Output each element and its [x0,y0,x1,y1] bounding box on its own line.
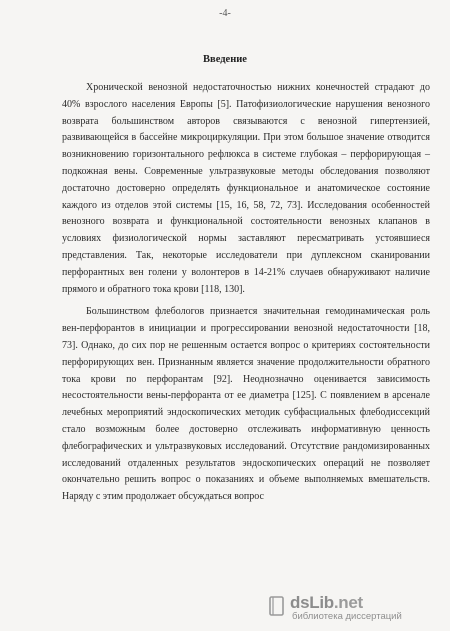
watermark-logo-main: dsLib [290,593,334,612]
section-heading: Введение [203,54,247,65]
watermark-logo [290,593,363,613]
watermark [290,593,440,623]
paragraph-1: Хронической венозной недостаточностью нижних конечностей страдают до 40% взрослого населения Европы [5]. Патофизиологические нарушения венозного возврата большинством авторов связываются с венозной гипертензией, развивающейся в бассейне микроциркуляции. При этом большое значение отводится возникновению горизонтального рефлюкса в системе глубокая – перфорирующая – подкожная вены. Современные ультразвуковые методы обследования позволяют достаточно достоверно определять функциональное и анатомическое состояние каждого из отделов этой системы [15, 16, 58, 72, 73]. Исследования особенностей венозного возврата и функциональной состоятельности венозных клапанов в условиях физиологической нормы заставляют пересматривать устоявшиеся представления. Так, некоторые исследователи при дуплексном сканировании перфорантных вен голени у волонтеров в 14-21% случаев обнаруживают наличие прямого и обратного тока крови [118, 130]. [62,82,430,295]
page-number: -4- [219,8,231,19]
body-text [62,80,430,506]
paragraph-2: Большинством флебологов признается значительная гемодинамическая роль вен-перфорантов в инициации и прогрессировании венозной недостаточности [18, 73]. Однако, до сих пор не решенным остается вопрос о критериях состоятельности перфорирующих вен. Признанным является значение продолжительности обратного тока крови по перфорантам [92]. Неоднозначно оценивается зависимость несостоятельности вены-перфоранта от ее диаметра [125]. С появлением в арсенале лечебных мероприятий эндоскопических методик субфасциальных флебодиссекций стало возможным более достоверно отслеживать информативную ценность флебографических и ультразвуковых исследований. Отсутствие рандомизированных исследований отдаленных результатов эндоскопических операций не позволяет окончательно решить вопрос о показаниях и объеме выполняемых вмешательств. Наряду с этим продолжает обсуждаться вопрос [62,306,430,503]
book-icon [268,595,286,617]
watermark-tagline: библиотека диссертаций [292,611,402,622]
watermark-logo-tld: .net [333,593,363,612]
